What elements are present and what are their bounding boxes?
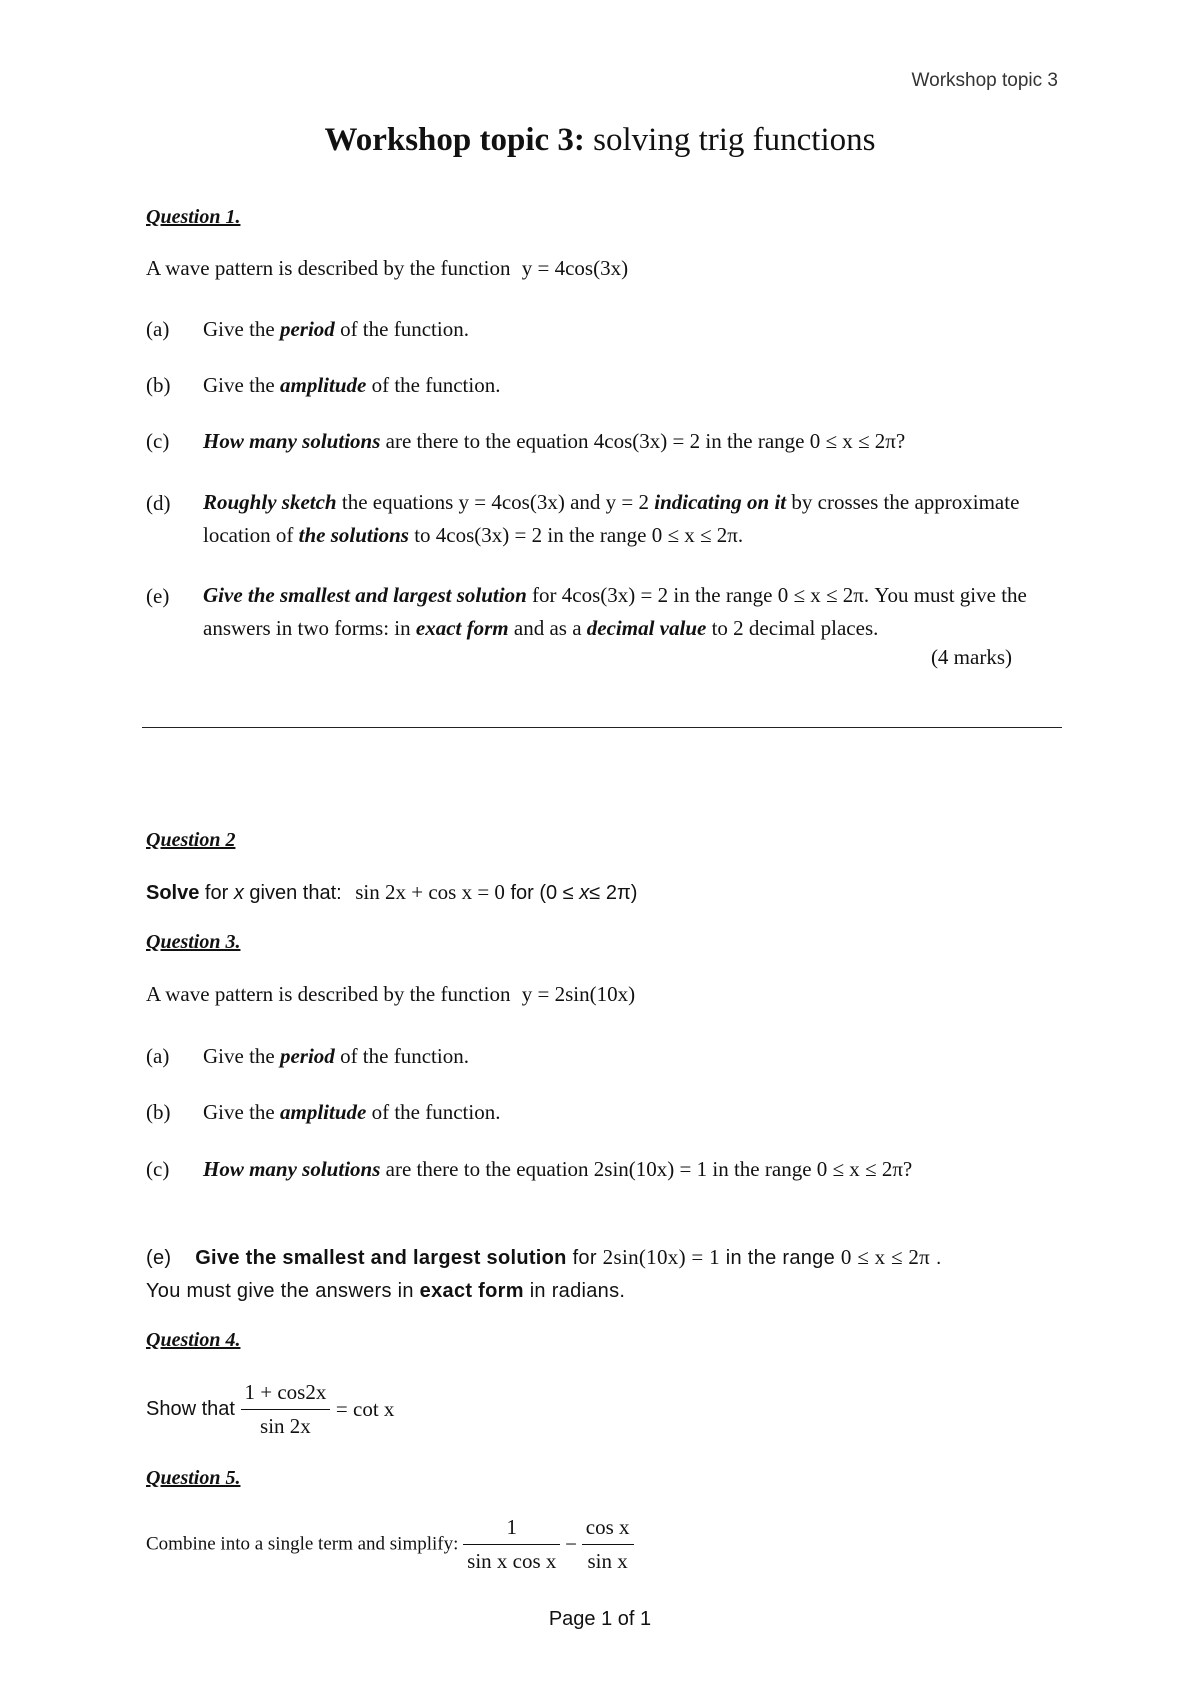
page-title <box>0 122 1200 159</box>
q2-heading: Question 2 <box>146 829 236 851</box>
q3b-letter: (b) <box>146 1100 171 1124</box>
q5-fraction-2: $\frac{\text{cos x}}{\text{sin x}}$ <box>582 1515 634 1574</box>
q1-intro: A wave pattern is described by the function y = 4cos(3x) <box>146 256 629 280</box>
q3-intro: A wave pattern is described by the function y = 2sin(10x) <box>146 982 636 1006</box>
q1c-equation: 4cos(3x) = 2 <box>593 429 701 453</box>
section-divider <box>142 727 1062 728</box>
q2-text: Solve for x given that: sin 2x + cos x = 0 for (0 ≤ x≤ 2π) <box>146 880 638 904</box>
q1a-letter: (a) <box>146 317 170 341</box>
q1c-letter: (c) <box>146 429 170 453</box>
q5-heading: Question 5. <box>146 1467 241 1489</box>
q3c-range: 0 ≤ x ≤ 2π <box>816 1157 903 1181</box>
q1e-letter: (e) <box>146 584 170 608</box>
q1-heading: Question 1. <box>146 206 241 228</box>
q3c-letter: (c) <box>146 1157 170 1181</box>
q3e-line2: You must give the answers in exact form in radians. <box>146 1280 626 1302</box>
q1d-letter: (d) <box>146 491 171 515</box>
q1-function: y = 4cos(3x) <box>521 256 629 280</box>
q4-fraction: $\frac{1 + \cos 2x}{\sin 2x}$ <box>241 1380 331 1439</box>
q4-heading: Question 4. <box>146 1329 241 1351</box>
q1b-text: Give the amplitude of the function. <box>203 373 501 397</box>
q3-heading: Question 3. <box>146 931 241 953</box>
q3a-letter: (a) <box>146 1044 170 1068</box>
title-rest: solving trig functions <box>593 122 876 158</box>
q3c-text: How many solutions are there to the equation 2sin(10x) = 1 in the range 0 ≤ x ≤ 2π? <box>203 1157 913 1181</box>
q3e-line1: (e) Give the smallest and largest solution for 2sin(10x) = 1 in the range 0 ≤ x ≤ 2π . <box>146 1245 942 1269</box>
title-bold: Workshop topic 3: <box>324 122 585 158</box>
q1a-text: Give the period of the function. <box>203 317 469 341</box>
q5-text: Combine into a single term and simplify: $\frac{1}{\text{sin x cos x}}$ − $\frac{\text{cos x}}{\text{sin x}}$ <box>146 1515 634 1574</box>
q1c-text: How many solutions are there to the equation 4cos(3x) = 2 in the range 0 ≤ x ≤ 2π? <box>203 429 906 453</box>
running-header: Workshop topic 3 <box>911 70 1058 91</box>
q1c-range: 0 ≤ x ≤ 2π <box>809 429 896 453</box>
q3a-text: Give the period of the function. <box>203 1044 469 1068</box>
page-footer: Page 1 of 1 <box>548 1608 652 1630</box>
q2-equation: sin 2x + cos x = 0 <box>355 880 505 904</box>
q4-text: Show that $\frac{1 + \cos 2x}{\sin 2x}$ = cot x <box>146 1380 395 1438</box>
q1e-text: Give the smallest and largest solution for 4cos(3x) = 2 in the range 0 ≤ x ≤ 2π. You must give the answers in two forms: in exact form and as a decimal value to 2 decimal places. <box>203 583 1027 640</box>
q3b-text: Give the amplitude of the function. <box>203 1100 501 1124</box>
q3-function: y = 2sin(10x) <box>521 982 636 1006</box>
q3c-equation: 2sin(10x) = 1 <box>593 1157 708 1181</box>
q1b-letter: (b) <box>146 373 171 397</box>
q1d-text: Roughly sketch the equations y = 4cos(3x) and y = 2 indicating on it by crosses the approximate location of the solutions to 4cos(3x) = 2 in the range 0 ≤ x ≤ 2π. <box>203 490 1020 547</box>
q1e-marks: (4 marks) <box>930 645 1012 669</box>
q5-fraction-1: $\frac{1}{\text{sin x cos x}}$ <box>463 1515 560 1574</box>
